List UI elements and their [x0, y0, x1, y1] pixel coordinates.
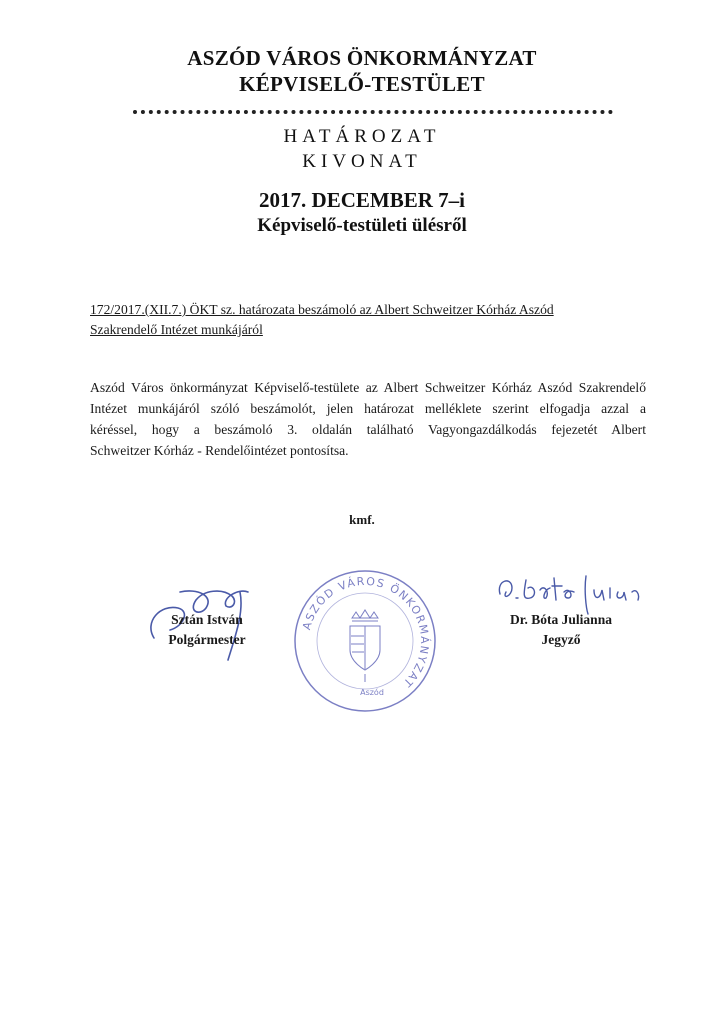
document-type: HATÁROZAT: [283, 126, 441, 147]
body-line-4: Schweitzer Kórház - Rendelőintézet pontosítsa.: [90, 443, 349, 458]
kmf-closing: kmf.: [349, 512, 375, 527]
dotted-divider: [133, 110, 613, 120]
mayor-title: Polgármester: [168, 632, 246, 647]
municipality-title: ASZÓD VÁROS ÖNKORMÁNYZAT: [187, 46, 537, 70]
notary-name: Dr. Bóta Julianna: [510, 612, 612, 627]
notary-signature-block: [498, 610, 624, 650]
resolution-subject: [90, 300, 646, 340]
stamp-text: ASZÓD VÁROS ÖNKORMÁNYZAT: [300, 574, 432, 691]
notary-title: Jegyző: [541, 632, 581, 647]
stamp-place: Aszód: [360, 688, 384, 697]
meeting-name: Képviselő-testületi ülésről: [257, 215, 467, 236]
meeting-date: 2017. DECEMBER 7–i: [259, 188, 465, 212]
body-line-2: Intézet munkájáról szóló beszámolót, jelen határozat melléklete szerint elfogadja azzal a: [90, 401, 646, 416]
mayor-name: Sztán István: [171, 612, 243, 627]
resolution-body: [90, 377, 646, 461]
coat-of-arms-icon: [350, 610, 380, 682]
subject-line-2: Szakrendelő Intézet munkájáról: [90, 322, 263, 337]
subject-line-1: 172/2017.(XII.7.) ÖKT sz. határozata beszámoló az Albert Schweitzer Kórház Aszód: [90, 302, 554, 317]
mayor-signature-block: [152, 610, 262, 650]
svg-text:ASZÓD VÁROS ÖNKORMÁNYZAT: [300, 575, 431, 690]
document-subtype: KIVONAT: [302, 151, 422, 172]
body-line-3: kéréssel, hogy a beszámoló 3. oldalán található Vagyongazdálkodás fejezetét Albert: [90, 422, 646, 437]
body-title: KÉPVISELŐ-TESTÜLET: [239, 72, 485, 96]
body-line-1: Aszód Város önkormányzat Képviselő-testülete az Albert Schweitzer Kórház Aszód Szakrendelő: [90, 380, 646, 395]
